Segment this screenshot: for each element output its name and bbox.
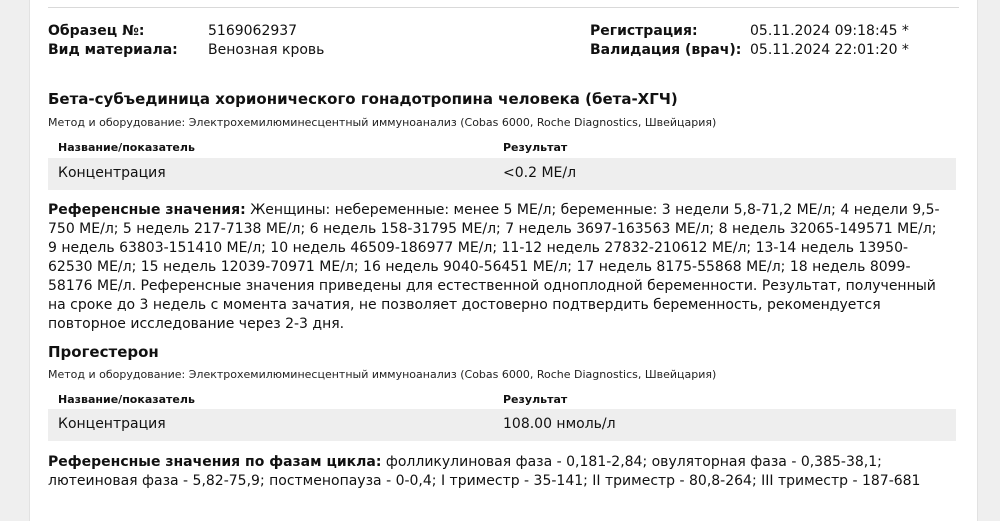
reference-label: Референсные значения по фазам цикла: [48, 454, 382, 470]
table-header-hcg [48, 141, 956, 158]
reference-label: Референсные значения: [48, 202, 246, 218]
row-name: Концентрация [58, 165, 166, 181]
registration-label: Регистрация: [590, 23, 698, 39]
section-title-progesterone: Прогестерон [48, 343, 159, 361]
row-result: <0.2 МЕ/л [503, 165, 577, 181]
sample-number-value: 5169062937 [208, 23, 298, 39]
table-row [48, 158, 956, 190]
top-divider [48, 7, 959, 8]
material-value: Венозная кровь [208, 42, 325, 58]
row-result: 108.00 нмоль/л [503, 416, 616, 432]
validation-value: 05.11.2024 22:01:20 * [750, 42, 909, 58]
method-text-progesterone: Метод и оборудование: Электрохемилюминесцентный иммуноанализ (Cobas 6000, Roche Diagnostics, Швейцария) [48, 368, 717, 381]
col-result-header: Результат [503, 141, 568, 154]
table-header-progesterone [48, 393, 956, 410]
col-name-header: Название/показатель [58, 141, 195, 154]
registration-value: 05.11.2024 09:18:45 * [750, 23, 909, 39]
sample-number-label: Образец №: [48, 23, 145, 39]
report-page [29, 0, 978, 521]
material-label: Вид материала: [48, 42, 178, 58]
reference-text: фолликулиновая фаза - 0,181-2,84; овуляторная фаза - 0,385-38,1; лютеиновая фаза - 5,82-75,9; постменопауза - 0-0,4; I триместр - 35-141; II триместр - 80,8-264; III триместр - 187-681 [48, 454, 921, 489]
col-name-header: Название/показатель [58, 393, 195, 406]
section-title-hcg: Бета-субъединица хорионического гонадотропина человека (бета-ХГЧ) [48, 90, 678, 108]
validation-label: Валидация (врач): [590, 42, 742, 58]
reference-values-hcg [48, 201, 948, 334]
method-text-hcg: Метод и оборудование: Электрохемилюминесцентный иммуноанализ (Cobas 6000, Roche Diagnostics, Швейцария) [48, 116, 717, 129]
table-row [48, 409, 956, 441]
reference-text: Женщины: небеременные: менее 5 МЕ/л; беременные: 3 недели 5,8-71,2 МЕ/л; 4 недели 9,5-750 МЕ/л; 5 недель 217-7138 МЕ/л; 6 недель 158-31795 МЕ/л; 7 недель 3697-163563 МЕ/л; 8 недель 32065-149571 МЕ/л; 9 недель 63803-151410 МЕ/л; 10 недель 46509-186977 МЕ/л; 11-12 недель 27832-210612 МЕ/л; 13-14 недель 13950-62530 МЕ/л; 15 недель 12039-70971 МЕ/л; 16 недель 9040-56451 МЕ/л; 17 недель 8175-55868 МЕ/л; 18 недель 8099-58176 МЕ/л. Референсные значения приведены для естественной одноплодной беременности. Результат, полученный на сроке до 3 недель с момента зачатия, не позволяет достоверно подтвердить беременность, рекомендуется повторное исследование через 2-3 дня. [48, 202, 940, 332]
col-result-header: Результат [503, 393, 568, 406]
row-name: Концентрация [58, 416, 166, 432]
reference-values-progesterone [48, 453, 948, 491]
